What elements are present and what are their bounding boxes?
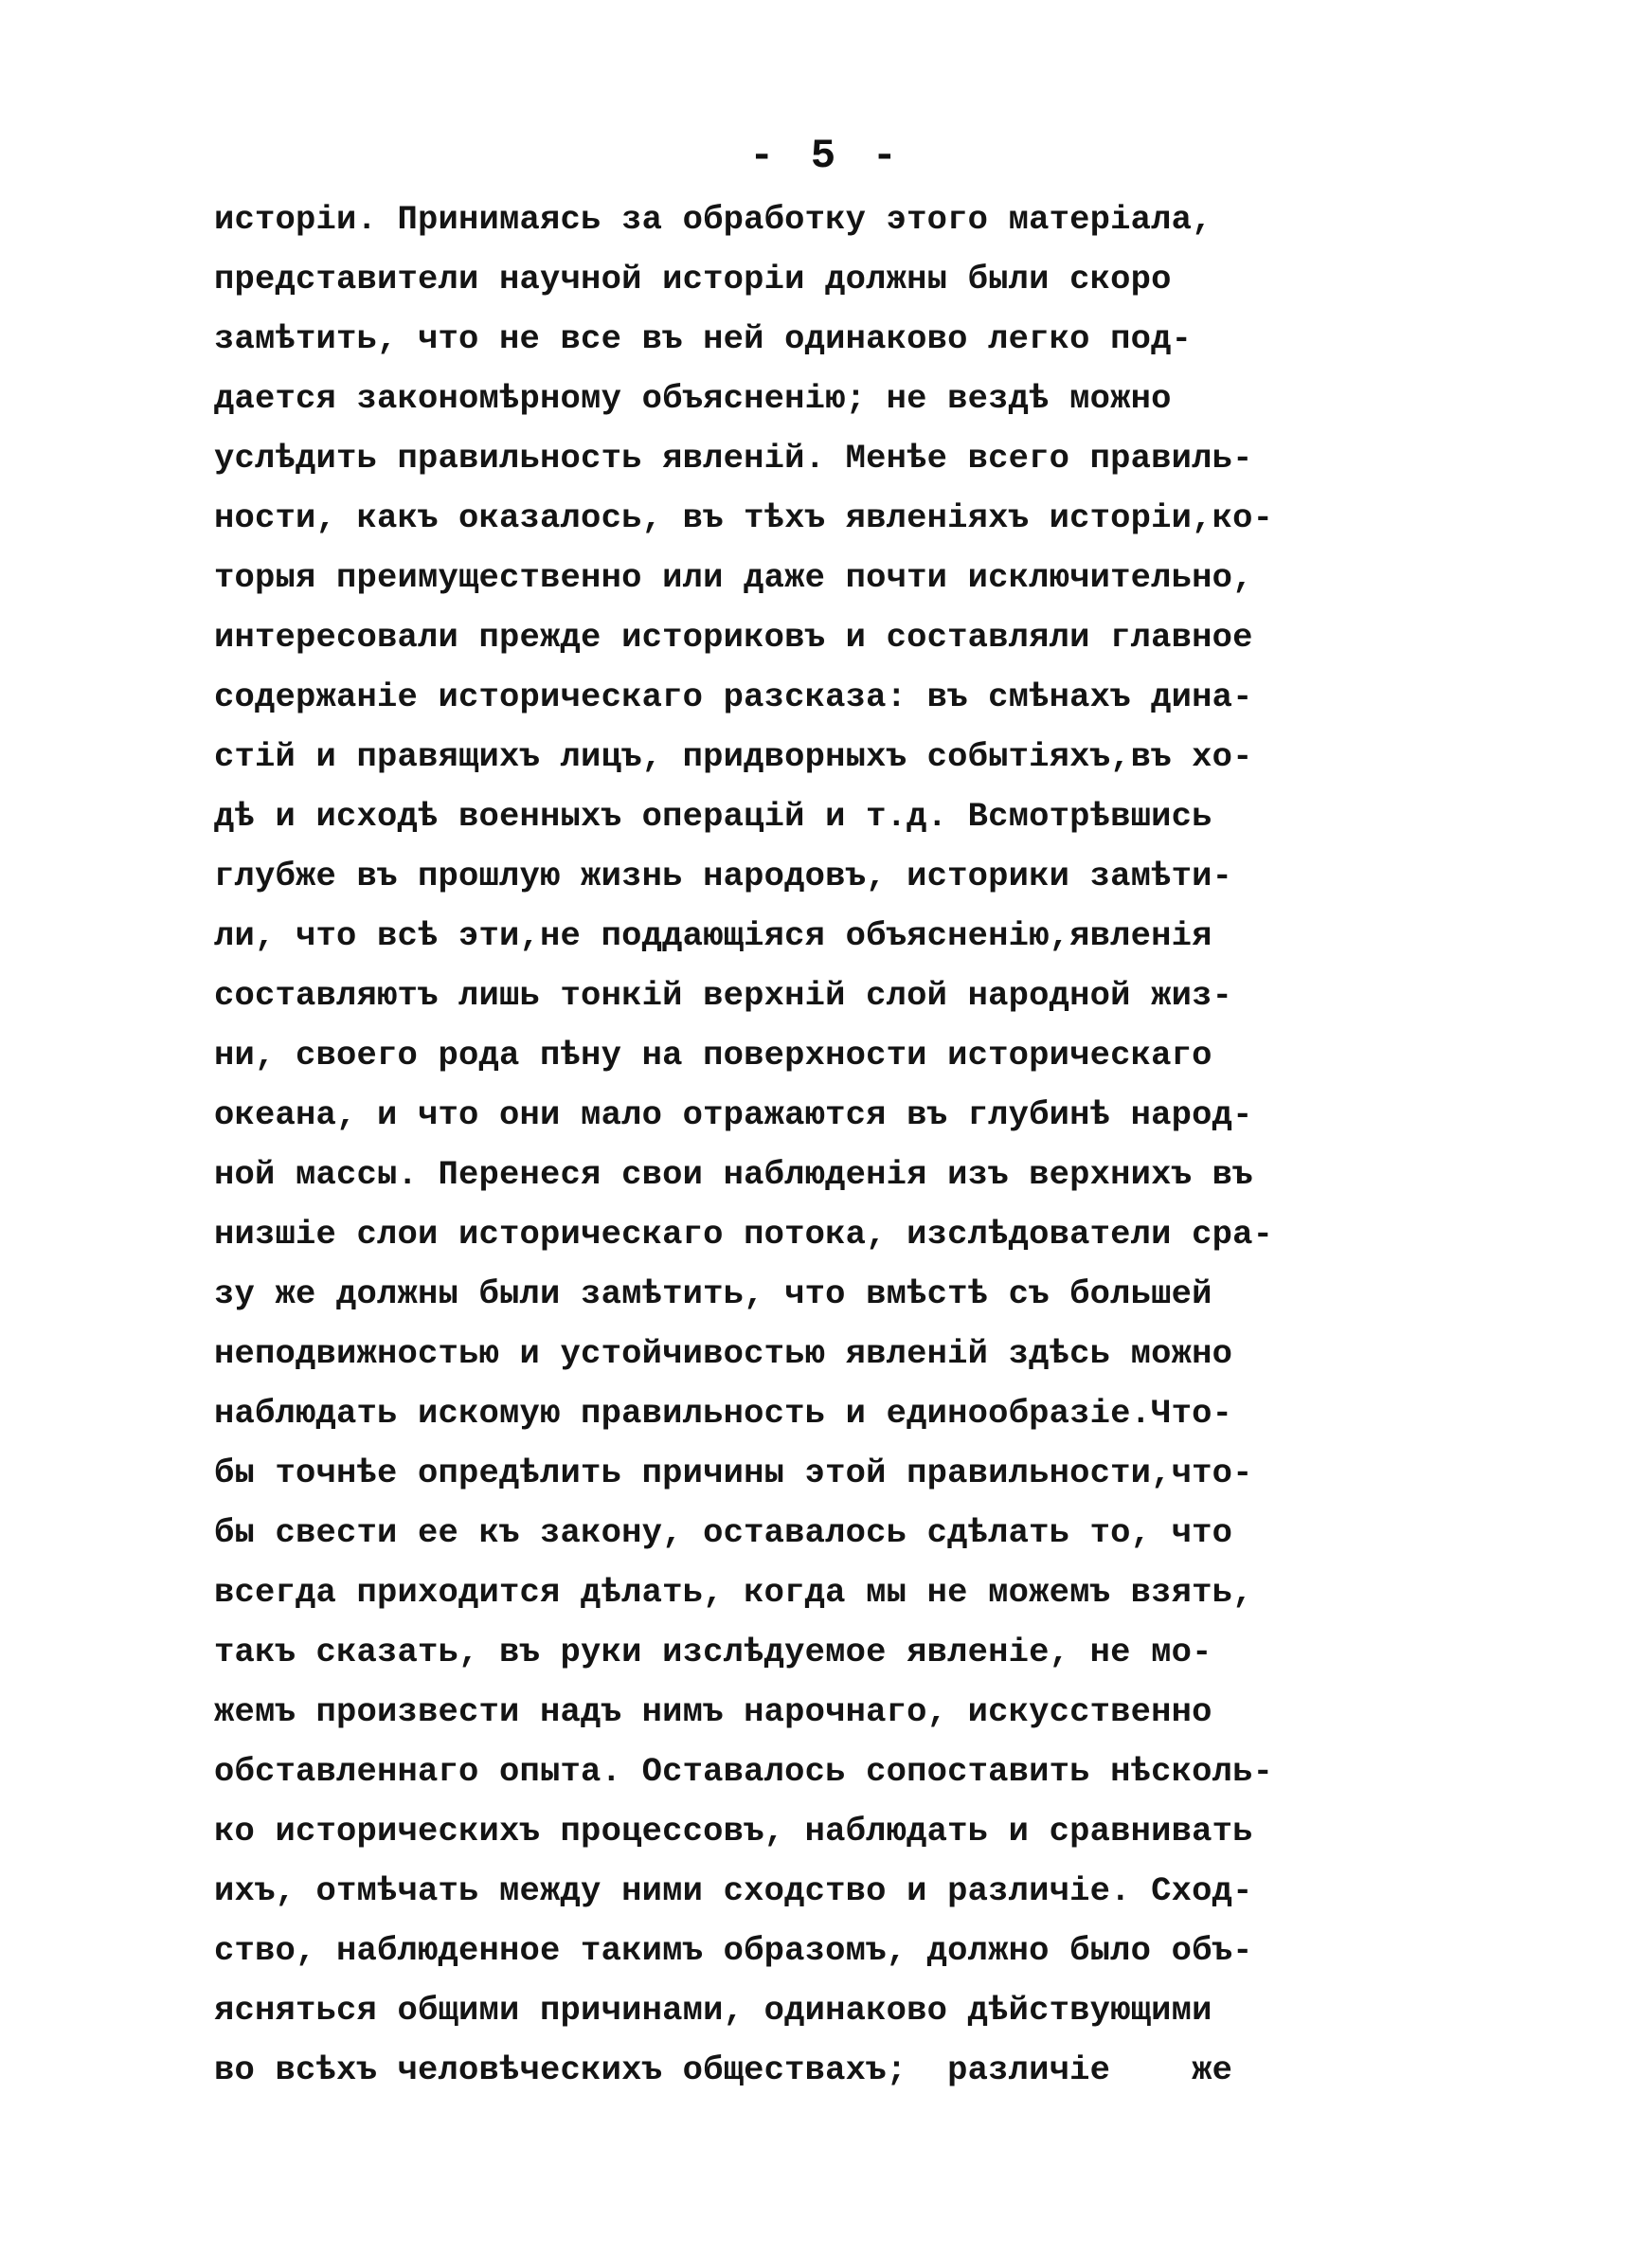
text-line: глубже въ прошлую жизнь народовъ, историки замѣти- — [214, 857, 1233, 895]
text-line: низшіе слои историческаго потока, изслѣдователи сра- — [214, 1215, 1274, 1254]
body-text — [214, 190, 1351, 2100]
text-line: обставленнаго опыта. Оставалось сопоставить нѣсколь- — [214, 1752, 1274, 1791]
text-line: стій и правящихъ лицъ, придворныхъ событіяхъ,въ хо- — [214, 737, 1253, 776]
text-line: услѣдить правильность явленій. Менѣе всего правиль- — [214, 439, 1253, 478]
text-line: океана, и что они мало отражаются въ глубинѣ народ- — [214, 1095, 1253, 1134]
text-line: ко историческихъ процессовъ, наблюдать и сравнивать — [214, 1812, 1253, 1851]
text-line: бы точнѣе опредѣлить причины этой правильности,что- — [214, 1454, 1253, 1492]
text-line: ни, своего рода пѣну на поверхности историческаго — [214, 1036, 1212, 1074]
text-line: бы свести ее къ закону, оставалось сдѣлать то, что — [214, 1513, 1233, 1552]
text-line: интересовали прежде историковъ и составляли главное — [214, 618, 1253, 657]
text-line: дается закономѣрному объясненію; не вездѣ можно — [214, 379, 1172, 418]
text-line: составляютъ лишь тонкій верхній слой народной жиз- — [214, 976, 1233, 1015]
text-line: ство, наблюденное такимъ образомъ, должно было объ- — [214, 1931, 1253, 1970]
text-line: ихъ, отмѣчать между ними сходство и различіе. Сход- — [214, 1871, 1253, 1910]
text-line: содержаніе историческаго разсказа: въ смѣнахъ дина- — [214, 677, 1253, 716]
text-line: исторіи. Принимаясь за обработку этого матеріала, — [214, 200, 1212, 239]
page-number: - 5 - — [748, 133, 904, 180]
text-line: ли, что всѣ эти,не поддающіяся объясненію,явленія — [214, 916, 1212, 955]
text-line: ясняться общими причинами, одинаково дѣйствующими — [214, 1991, 1212, 2030]
text-line: наблюдать искомую правильность и единообразіе.Что- — [214, 1394, 1233, 1433]
text-line: жемъ произвести надъ нимъ нарочнаго, искусственно — [214, 1692, 1212, 1731]
text-line: во всѣхъ человѣческихъ обществахъ; различіе же — [214, 2050, 1233, 2089]
text-line: зу же должны были замѣтить, что вмѣстѣ съ большей — [214, 1274, 1212, 1313]
text-line: неподвижностью и устойчивостью явленій здѣсь можно — [214, 1334, 1233, 1373]
text-line: дѣ и исходѣ военныхъ операцій и т.д. Всмотрѣвшись — [214, 797, 1212, 836]
text-line: ной массы. Перенеся свои наблюденія изъ верхнихъ въ — [214, 1155, 1253, 1194]
text-line: ности, какъ оказалось, въ тѣхъ явленіяхъ исторіи,ко- — [214, 498, 1274, 537]
text-line: всегда приходится дѣлать, когда мы не можемъ взять, — [214, 1573, 1253, 1612]
text-line: такъ сказать, въ руки изслѣдуемое явленіе, не мо- — [214, 1633, 1212, 1671]
text-line: замѣтить, что не все въ ней одинаково легко под- — [214, 319, 1193, 358]
text-line: представители научной исторіи должны были скоро — [214, 260, 1172, 298]
text-line: торыя преимущественно или даже почти исключительно, — [214, 558, 1253, 597]
